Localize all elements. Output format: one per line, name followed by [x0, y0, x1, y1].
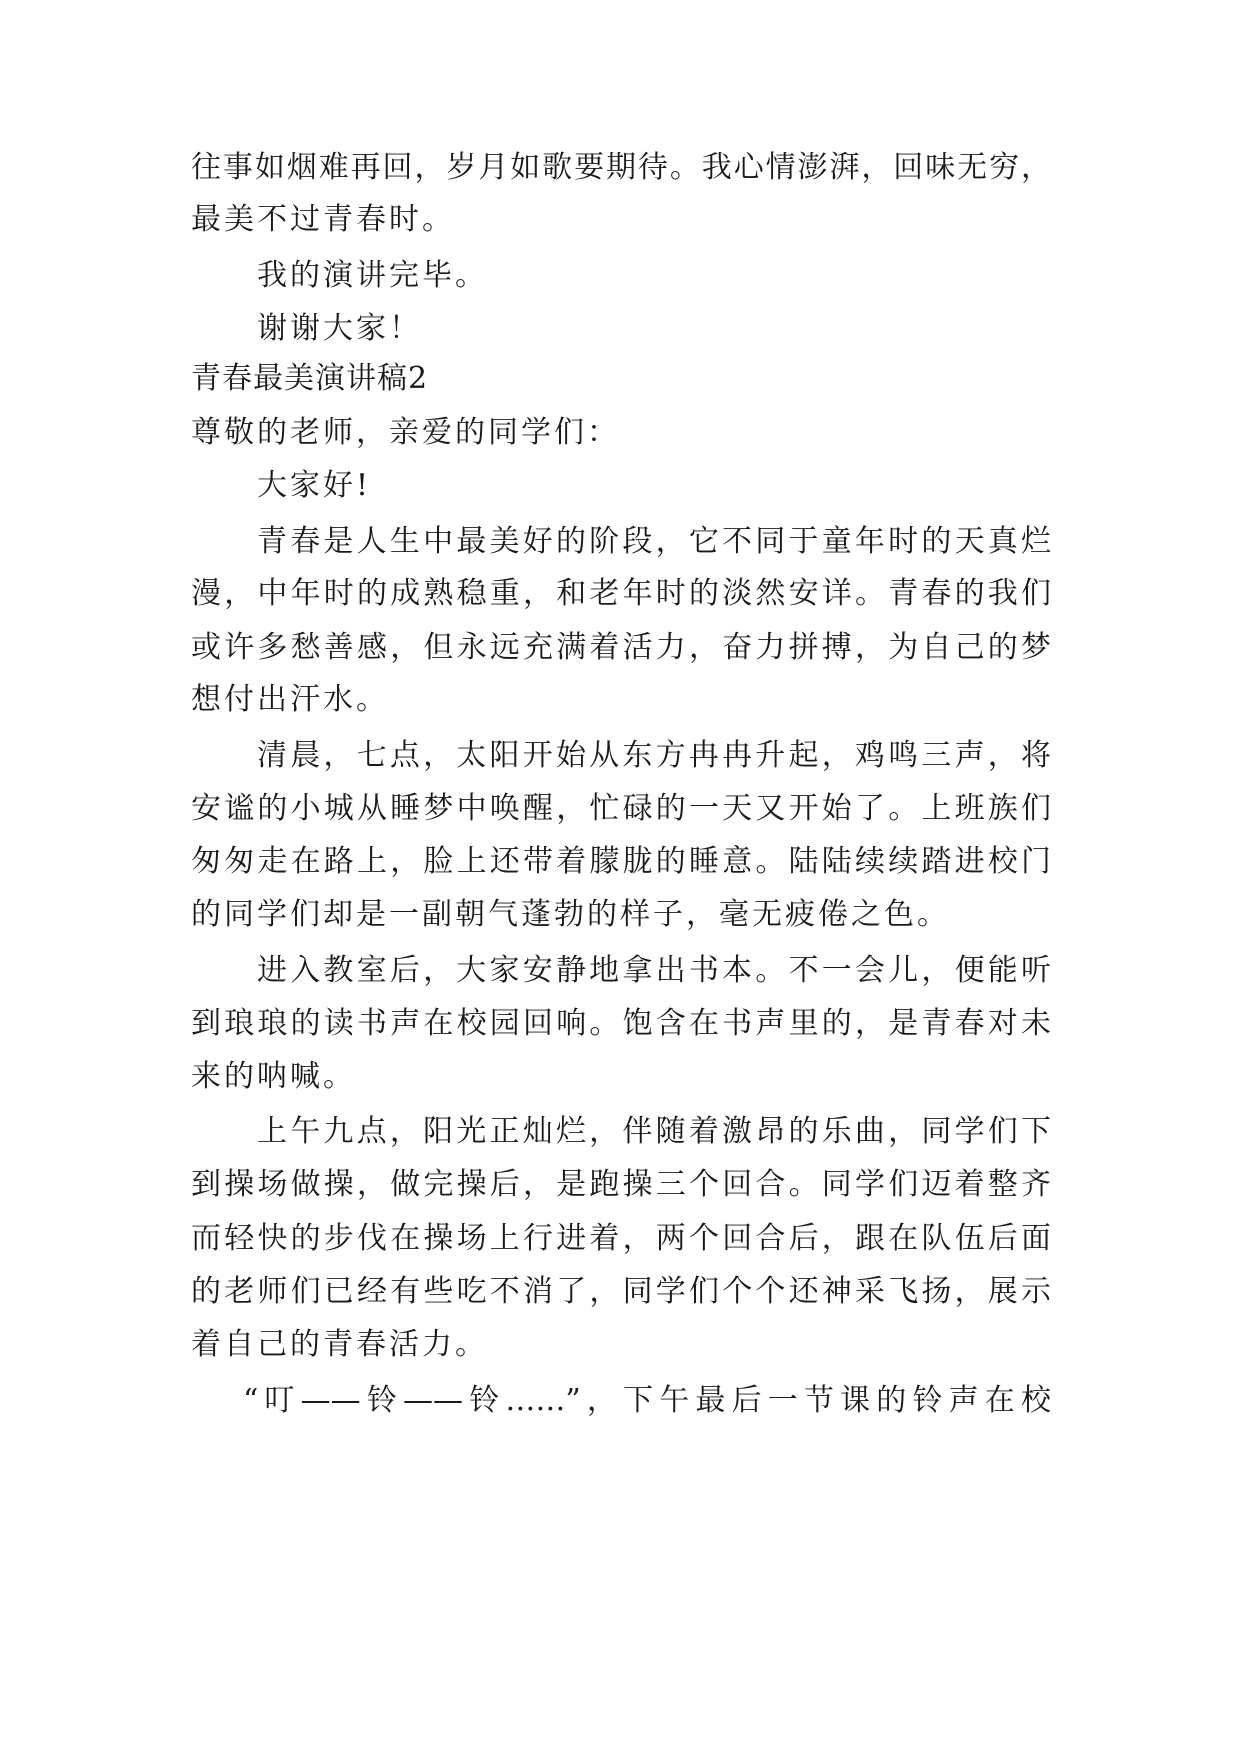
- paragraph-line: 进入教室后，大家安静地拿出书本。不一会儿，便能听: [257, 953, 1051, 988]
- paragraph-line: 匆匆走在路上，脸上还带着朦胧的睡意。陆陆续续踏进校门: [191, 844, 1051, 879]
- paragraph-line: 的老师们已经有些吃不消了，同学们个个还神采飞扬，展示: [191, 1274, 1051, 1309]
- paragraph-line: 想付出汗水。: [191, 682, 389, 717]
- paragraph-line: 清晨，七点，太阳开始从东方冉冉升起，鸡鸣三声，将: [257, 738, 1051, 773]
- paragraph-line: “叮——铃——铃……”，下午最后一节课的铃声在校: [243, 1383, 1051, 1418]
- section-title: 青春最美演讲稿2: [191, 361, 429, 396]
- paragraph-line: 着自己的青春活力。: [191, 1327, 488, 1362]
- paragraph-line: 或许多愁善感，但永远充满着活力，奋力拼搏，为自己的梦: [191, 630, 1051, 665]
- salutation: 尊敬的老师，亲爱的同学们：: [191, 415, 620, 450]
- paragraph-line: 到琅琅的读书声在校园回响。饱含在书声里的，是青春对未: [191, 1006, 1051, 1041]
- paragraph-line: 最美不过青春时。: [191, 202, 455, 237]
- paragraph-line: 而轻快的步伐在操场上行进着，两个回合后，跟在队伍后面: [191, 1221, 1051, 1256]
- paragraph-line: 往事如烟难再回，岁月如歌要期待。我心情澎湃，回味无穷，: [191, 150, 1051, 185]
- paragraph-line: 安谧的小城从睡梦中唤醒，忙碌的一天又开始了。上班族们: [191, 791, 1051, 826]
- paragraph-line: 到操场做操，做完操后，是跑操三个回合。同学们迈着整齐: [191, 1167, 1051, 1202]
- greeting: 大家好!: [257, 468, 372, 503]
- paragraph-line: 的同学们却是一副朝气蓬勃的样子，毫无疲倦之色。: [191, 897, 950, 932]
- paragraph-line: 漫，中年时的成熟稳重，和老年时的淡然安详。青春的我们: [191, 576, 1051, 611]
- paragraph-line: 谢谢大家！: [257, 311, 422, 346]
- paragraph-line: 上午九点，阳光正灿烂，伴随着激昂的乐曲，同学们下: [257, 1114, 1051, 1149]
- paragraph-line: 来的呐喊。: [191, 1059, 356, 1094]
- paragraph-line: 我的演讲完毕。: [257, 258, 488, 293]
- paragraph-line: 青春是人生中最美好的阶段，它不同于童年时的天真烂: [257, 524, 1051, 559]
